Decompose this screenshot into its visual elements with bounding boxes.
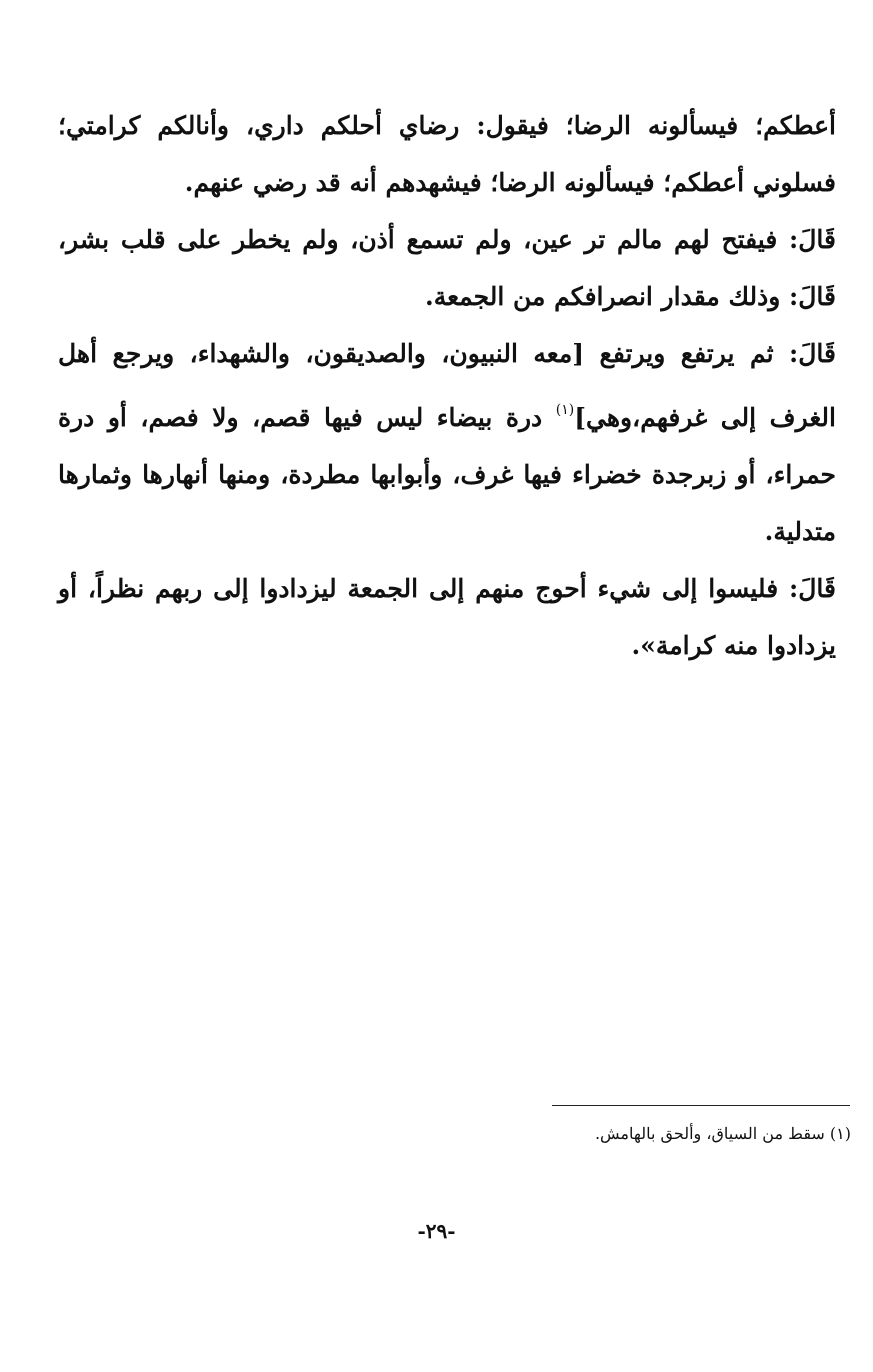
paragraph-3-text-b: درة بيضاء ليس فيها قصم، ولا فصم، أو درة حمراء، أو زبرجدة خضراء فيها غرف، وأبوابها مطردة، ومنها أنهارها وثمارها متدلية. [58,403,836,546]
footnote-divider [552,1105,850,1106]
paragraph-3-text-a: ثم يرتفع ويرتفع [معه النبيون، والصديقون، والشهداء، ويرجع أهل الغرف إلى غرفهم،وهي] [58,339,836,432]
paragraph-1 [58,97,836,211]
footnote: (١) سقط من السياق، وألحق بالهامش. [594,1124,851,1143]
paragraph-2 [58,211,836,325]
paragraph-2-text: فيفتح لهم مالم تر عين، ولم تسمع أذن، ولم يخطر على قلب بشر، قَالَ: وذلك مقدار انصرافكم من الجمعة. [58,225,836,311]
paragraph-4 [58,560,836,674]
paragraph-4-text: فليسوا إلى شيء أحوج منهم إلى الجمعة ليزدادوا إلى ربهم نظراً، أو يزدادوا منه كرامة». [58,574,836,660]
footnote-reference: (١) [555,402,575,418]
paragraph-2-lead: قَالَ: [789,225,836,254]
page-number: -٢٩- [417,1219,456,1243]
paragraph-1-text: أعطكم؛ فيسألونه الرضا؛ فيقول: رضاي أحلكم داري، وأنالكم كرامتي؛ فسلوني أعطكم؛ فيسألونه الرضا؛ فيشهدهم أنه قد رضي عنهم. [58,111,836,197]
main-text [58,97,836,674]
paragraph-3 [58,325,836,560]
paragraph-4-lead: قَالَ: [789,574,836,603]
paragraph-3-lead: قَالَ: [789,339,836,368]
